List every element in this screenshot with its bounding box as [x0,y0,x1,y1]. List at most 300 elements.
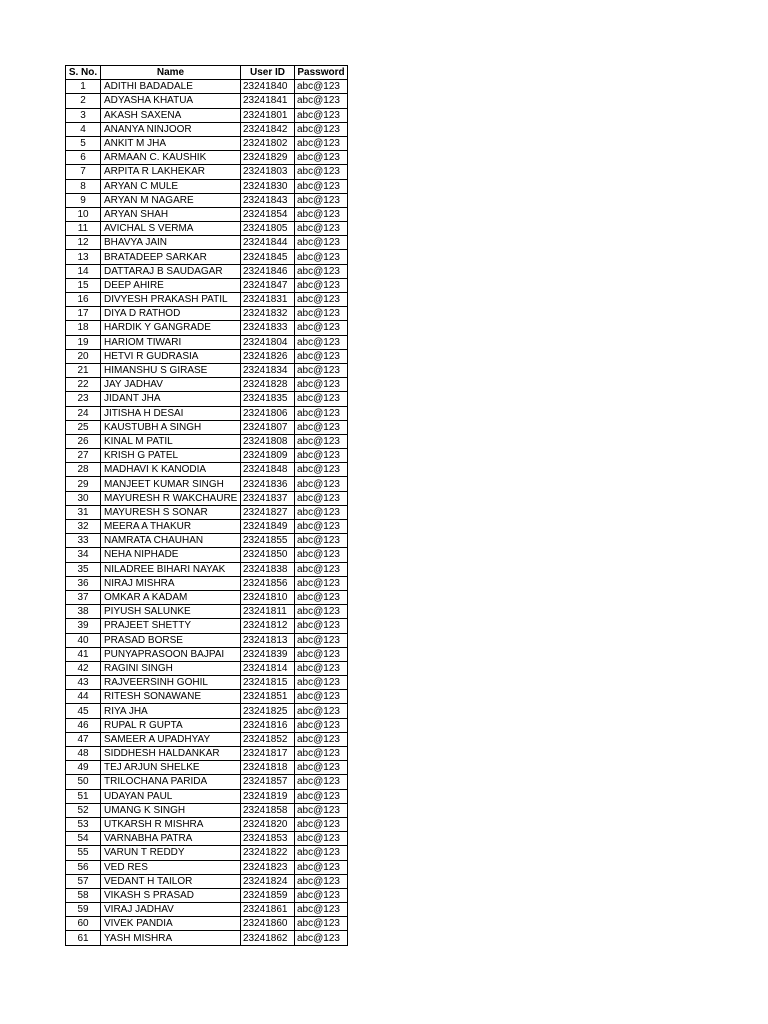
cell-user-id: 23241831 [241,293,295,307]
cell-user-id: 23241833 [241,321,295,335]
table-row [66,647,348,661]
cell-serial-number: 43 [66,676,101,690]
cell-user-id: 23241814 [241,661,295,675]
cell-password: abc@123 [295,562,348,576]
cell-serial-number: 58 [66,888,101,902]
cell-password: abc@123 [295,434,348,448]
table-row [66,548,348,562]
cell-serial-number: 22 [66,378,101,392]
cell-password: abc@123 [295,151,348,165]
cell-password: abc@123 [295,690,348,704]
cell-user-id: 23241847 [241,278,295,292]
cell-serial-number: 37 [66,590,101,604]
cell-password: abc@123 [295,903,348,917]
cell-name: AKASH SAXENA [101,108,241,122]
cell-user-id: 23241834 [241,363,295,377]
table-row [66,747,348,761]
cell-user-id: 23241849 [241,520,295,534]
cell-user-id: 23241839 [241,647,295,661]
cell-name: ARYAN C MULE [101,179,241,193]
cell-serial-number: 52 [66,803,101,817]
table-row [66,874,348,888]
cell-name: SAMEER A UPADHYAY [101,732,241,746]
cell-user-id: 23241807 [241,420,295,434]
table-row [66,406,348,420]
cell-serial-number: 27 [66,449,101,463]
cell-name: JITISHA H DESAI [101,406,241,420]
cell-user-id: 23241854 [241,207,295,221]
cell-user-id: 23241856 [241,576,295,590]
cell-serial-number: 36 [66,576,101,590]
cell-serial-number: 6 [66,151,101,165]
table-row [66,505,348,519]
cell-user-id: 23241825 [241,704,295,718]
cell-name: MAYURESH S SONAR [101,505,241,519]
cell-serial-number: 13 [66,250,101,264]
table-row [66,363,348,377]
cell-serial-number: 42 [66,661,101,675]
cell-serial-number: 28 [66,463,101,477]
cell-user-id: 23241816 [241,718,295,732]
cell-serial-number: 46 [66,718,101,732]
table-row [66,264,348,278]
table-row [66,278,348,292]
cell-name: ANANYA NINJOOR [101,122,241,136]
cell-user-id: 23241855 [241,534,295,548]
table-row [66,888,348,902]
cell-serial-number: 14 [66,264,101,278]
table-row [66,917,348,931]
cell-user-id: 23241850 [241,548,295,562]
cell-name: AVICHAL S VERMA [101,222,241,236]
cell-user-id: 23241815 [241,676,295,690]
table-row [66,846,348,860]
cell-password: abc@123 [295,307,348,321]
cell-password: abc@123 [295,605,348,619]
cell-user-id: 23241835 [241,392,295,406]
cell-password: abc@123 [295,207,348,221]
cell-name: ADYASHA KHATUA [101,94,241,108]
table-row [66,605,348,619]
cell-user-id: 23241817 [241,747,295,761]
cell-user-id: 23241841 [241,94,295,108]
cell-name: MANJEET KUMAR SINGH [101,477,241,491]
cell-name: ARYAN M NAGARE [101,193,241,207]
cell-user-id: 23241810 [241,590,295,604]
cell-serial-number: 60 [66,917,101,931]
cell-name: MEERA A THAKUR [101,520,241,534]
cell-serial-number: 8 [66,179,101,193]
cell-password: abc@123 [295,661,348,675]
cell-name: MAYURESH R WAKCHAURE [101,491,241,505]
cell-serial-number: 10 [66,207,101,221]
cell-password: abc@123 [295,732,348,746]
cell-user-id: 23241806 [241,406,295,420]
cell-serial-number: 59 [66,903,101,917]
table-row [66,704,348,718]
header-name: Name [101,66,241,80]
table-row [66,661,348,675]
cell-serial-number: 20 [66,349,101,363]
cell-password: abc@123 [295,406,348,420]
table-row [66,775,348,789]
cell-user-id: 23241828 [241,378,295,392]
table-row [66,676,348,690]
table-header-row [66,66,348,80]
table-row [66,420,348,434]
cell-password: abc@123 [295,293,348,307]
cell-user-id: 23241843 [241,193,295,207]
cell-serial-number: 30 [66,491,101,505]
cell-serial-number: 45 [66,704,101,718]
cell-serial-number: 49 [66,761,101,775]
cell-password: abc@123 [295,136,348,150]
table-row [66,477,348,491]
cell-password: abc@123 [295,363,348,377]
cell-serial-number: 11 [66,222,101,236]
cell-name: VED RES [101,860,241,874]
table-body [66,80,348,945]
cell-name: UTKARSH R MISHRA [101,817,241,831]
cell-name: VARUN T REDDY [101,846,241,860]
cell-serial-number: 9 [66,193,101,207]
cell-user-id: 23241853 [241,832,295,846]
cell-serial-number: 41 [66,647,101,661]
table-row [66,491,348,505]
cell-serial-number: 18 [66,321,101,335]
cell-user-id: 23241818 [241,761,295,775]
cell-password: abc@123 [295,193,348,207]
table-row [66,108,348,122]
table-row [66,732,348,746]
table-row [66,449,348,463]
cell-password: abc@123 [295,931,348,945]
cell-serial-number: 50 [66,775,101,789]
table-row [66,94,348,108]
cell-user-id: 23241851 [241,690,295,704]
cell-password: abc@123 [295,817,348,831]
cell-password: abc@123 [295,789,348,803]
table-row [66,179,348,193]
table-row [66,335,348,349]
cell-name: ARPITA R LAKHEKAR [101,165,241,179]
table-row [66,690,348,704]
table-row [66,562,348,576]
cell-password: abc@123 [295,917,348,931]
cell-name: HARIOM TIWARI [101,335,241,349]
cell-serial-number: 4 [66,122,101,136]
cell-password: abc@123 [295,590,348,604]
cell-name: HARDIK Y GANGRADE [101,321,241,335]
cell-serial-number: 57 [66,874,101,888]
cell-name: NIRAJ MISHRA [101,576,241,590]
cell-user-id: 23241804 [241,335,295,349]
cell-user-id: 23241801 [241,108,295,122]
student-credentials-table [65,65,348,946]
cell-password: abc@123 [295,491,348,505]
table-row [66,392,348,406]
table-row [66,165,348,179]
cell-serial-number: 26 [66,434,101,448]
table-row [66,122,348,136]
cell-user-id: 23241857 [241,775,295,789]
cell-name: OMKAR A KADAM [101,590,241,604]
cell-name: VEDANT H TAILOR [101,874,241,888]
cell-user-id: 23241830 [241,179,295,193]
cell-password: abc@123 [295,676,348,690]
cell-password: abc@123 [295,477,348,491]
cell-user-id: 23241812 [241,619,295,633]
cell-name: DATTARAJ B SAUDAGAR [101,264,241,278]
cell-serial-number: 34 [66,548,101,562]
table-row [66,136,348,150]
cell-user-id: 23241823 [241,860,295,874]
cell-name: TRILOCHANA PARIDA [101,775,241,789]
cell-name: KAUSTUBH A SINGH [101,420,241,434]
cell-name: RITESH SONAWANE [101,690,241,704]
table-row [66,463,348,477]
cell-user-id: 23241842 [241,122,295,136]
cell-password: abc@123 [295,846,348,860]
cell-name: ANKIT M JHA [101,136,241,150]
cell-password: abc@123 [295,108,348,122]
cell-name: SIDDHESH HALDANKAR [101,747,241,761]
cell-serial-number: 51 [66,789,101,803]
cell-password: abc@123 [295,874,348,888]
cell-name: BRATADEEP SARKAR [101,250,241,264]
cell-serial-number: 19 [66,335,101,349]
cell-name: HIMANSHU S GIRASE [101,363,241,377]
cell-user-id: 23241808 [241,434,295,448]
cell-serial-number: 39 [66,619,101,633]
cell-user-id: 23241845 [241,250,295,264]
cell-serial-number: 2 [66,94,101,108]
cell-name: NILADREE BIHARI NAYAK [101,562,241,576]
cell-user-id: 23241862 [241,931,295,945]
cell-name: UDAYAN PAUL [101,789,241,803]
cell-password: abc@123 [295,832,348,846]
cell-serial-number: 15 [66,278,101,292]
cell-name: DIVYESH PRAKASH PATIL [101,293,241,307]
cell-password: abc@123 [295,349,348,363]
cell-password: abc@123 [295,860,348,874]
cell-name: KRISH G PATEL [101,449,241,463]
cell-serial-number: 54 [66,832,101,846]
cell-serial-number: 33 [66,534,101,548]
header-password: Password [295,66,348,80]
cell-name: RUPAL R GUPTA [101,718,241,732]
cell-user-id: 23241852 [241,732,295,746]
cell-name: VARNABHA PATRA [101,832,241,846]
cell-password: abc@123 [295,250,348,264]
cell-serial-number: 47 [66,732,101,746]
cell-user-id: 23241858 [241,803,295,817]
table-row [66,931,348,945]
cell-name: PUNYAPRASOON BAJPAI [101,647,241,661]
table-row [66,633,348,647]
cell-password: abc@123 [295,761,348,775]
cell-password: abc@123 [295,122,348,136]
cell-password: abc@123 [295,449,348,463]
cell-serial-number: 48 [66,747,101,761]
cell-password: abc@123 [295,335,348,349]
cell-serial-number: 61 [66,931,101,945]
table-row [66,718,348,732]
cell-user-id: 23241809 [241,449,295,463]
cell-name: JAY JADHAV [101,378,241,392]
cell-user-id: 23241802 [241,136,295,150]
cell-serial-number: 44 [66,690,101,704]
cell-user-id: 23241805 [241,222,295,236]
cell-user-id: 23241837 [241,491,295,505]
cell-user-id: 23241859 [241,888,295,902]
cell-name: RIYA JHA [101,704,241,718]
cell-password: abc@123 [295,94,348,108]
cell-password: abc@123 [295,463,348,477]
cell-name: RAJVEERSINH GOHIL [101,676,241,690]
cell-serial-number: 12 [66,236,101,250]
cell-name: KINAL M PATIL [101,434,241,448]
cell-serial-number: 40 [66,633,101,647]
cell-user-id: 23241822 [241,846,295,860]
cell-name: NAMRATA CHAUHAN [101,534,241,548]
cell-name: NEHA NIPHADE [101,548,241,562]
cell-user-id: 23241861 [241,903,295,917]
cell-password: abc@123 [295,505,348,519]
cell-password: abc@123 [295,633,348,647]
cell-user-id: 23241819 [241,789,295,803]
table-row [66,293,348,307]
cell-user-id: 23241840 [241,80,295,94]
cell-name: DEEP AHIRE [101,278,241,292]
table-row [66,222,348,236]
cell-name: BHAVYA JAIN [101,236,241,250]
cell-name: JIDANT JHA [101,392,241,406]
cell-user-id: 23241846 [241,264,295,278]
table-row [66,307,348,321]
cell-password: abc@123 [295,264,348,278]
cell-user-id: 23241848 [241,463,295,477]
cell-name: HETVI R GUDRASIA [101,349,241,363]
cell-serial-number: 7 [66,165,101,179]
table-row [66,619,348,633]
cell-password: abc@123 [295,888,348,902]
cell-user-id: 23241820 [241,817,295,831]
cell-name: ARYAN SHAH [101,207,241,221]
cell-name: PRASAD BORSE [101,633,241,647]
table-row [66,520,348,534]
cell-user-id: 23241838 [241,562,295,576]
cell-user-id: 23241860 [241,917,295,931]
table-row [66,349,348,363]
cell-serial-number: 55 [66,846,101,860]
cell-user-id: 23241836 [241,477,295,491]
cell-password: abc@123 [295,647,348,661]
cell-name: RAGINI SINGH [101,661,241,675]
cell-password: abc@123 [295,222,348,236]
cell-user-id: 23241829 [241,151,295,165]
table-row [66,590,348,604]
cell-user-id: 23241811 [241,605,295,619]
cell-password: abc@123 [295,718,348,732]
table-row [66,817,348,831]
cell-name: UMANG K SINGH [101,803,241,817]
cell-name: ARMAAN C. KAUSHIK [101,151,241,165]
cell-serial-number: 21 [66,363,101,377]
cell-name: DIYA D RATHOD [101,307,241,321]
table-row [66,789,348,803]
table-row [66,860,348,874]
cell-name: VIRAJ JADHAV [101,903,241,917]
cell-serial-number: 23 [66,392,101,406]
table-row [66,151,348,165]
header-user-id: User ID [241,66,295,80]
cell-user-id: 23241832 [241,307,295,321]
cell-password: abc@123 [295,80,348,94]
cell-serial-number: 29 [66,477,101,491]
cell-serial-number: 24 [66,406,101,420]
cell-user-id: 23241824 [241,874,295,888]
cell-password: abc@123 [295,321,348,335]
table-row [66,534,348,548]
cell-name: PIYUSH SALUNKE [101,605,241,619]
cell-password: abc@123 [295,803,348,817]
cell-serial-number: 16 [66,293,101,307]
cell-password: abc@123 [295,576,348,590]
cell-password: abc@123 [295,420,348,434]
cell-password: abc@123 [295,619,348,633]
cell-user-id: 23241826 [241,349,295,363]
cell-serial-number: 1 [66,80,101,94]
cell-serial-number: 3 [66,108,101,122]
header-serial-number: S. No. [66,66,101,80]
cell-password: abc@123 [295,392,348,406]
cell-serial-number: 25 [66,420,101,434]
cell-user-id: 23241803 [241,165,295,179]
cell-password: abc@123 [295,775,348,789]
cell-serial-number: 35 [66,562,101,576]
cell-password: abc@123 [295,548,348,562]
cell-password: abc@123 [295,704,348,718]
cell-password: abc@123 [295,179,348,193]
table-row [66,193,348,207]
cell-name: ADITHI BADADALE [101,80,241,94]
cell-password: abc@123 [295,378,348,392]
cell-serial-number: 56 [66,860,101,874]
cell-name: YASH MISHRA [101,931,241,945]
cell-serial-number: 38 [66,605,101,619]
cell-user-id: 23241813 [241,633,295,647]
cell-serial-number: 53 [66,817,101,831]
table-row [66,321,348,335]
cell-name: TEJ ARJUN SHELKE [101,761,241,775]
cell-name: PRAJEET SHETTY [101,619,241,633]
cell-serial-number: 17 [66,307,101,321]
cell-user-id: 23241827 [241,505,295,519]
cell-serial-number: 31 [66,505,101,519]
cell-password: abc@123 [295,747,348,761]
cell-serial-number: 32 [66,520,101,534]
table-row [66,803,348,817]
cell-name: VIVEK PANDIA [101,917,241,931]
cell-password: abc@123 [295,236,348,250]
cell-serial-number: 5 [66,136,101,150]
table-row [66,250,348,264]
table-row [66,236,348,250]
cell-password: abc@123 [295,520,348,534]
table-row [66,434,348,448]
table-row [66,903,348,917]
